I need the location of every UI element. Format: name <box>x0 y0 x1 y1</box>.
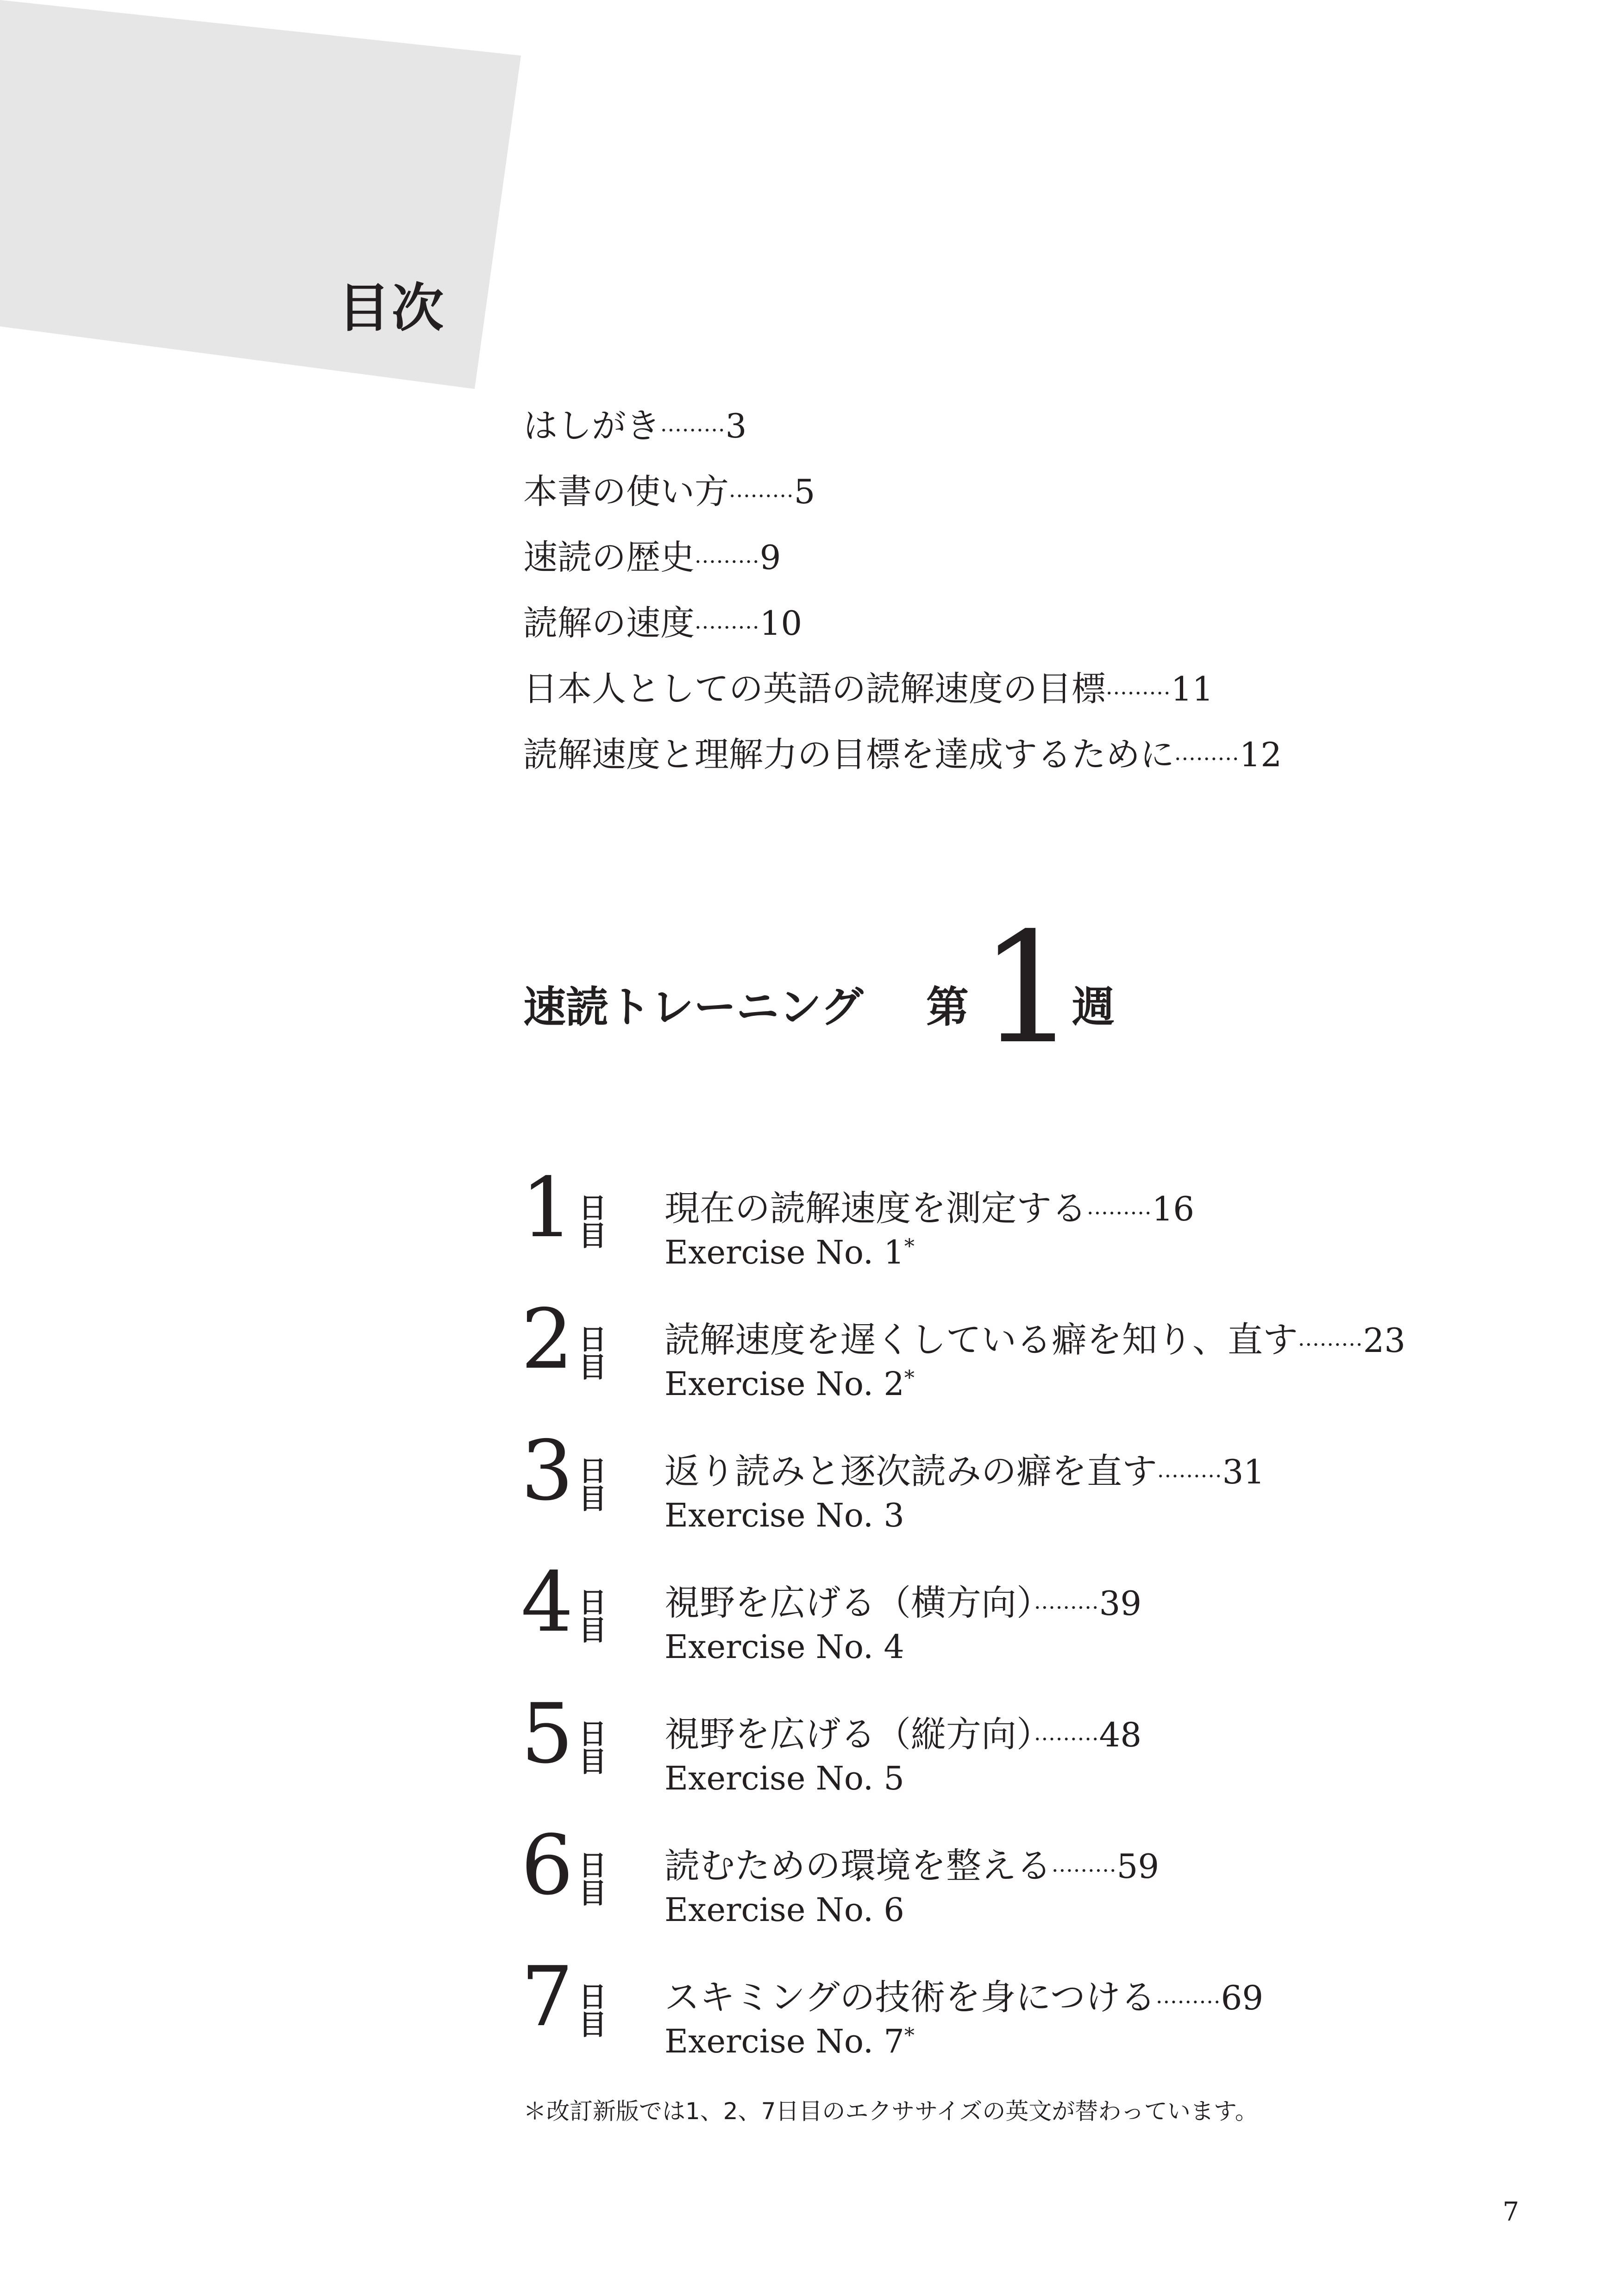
day-title: 現在の読解速度を測定する <box>664 1188 1087 1229</box>
revision-mark: * <box>904 1366 915 1390</box>
toc-leader: ········· <box>1106 681 1171 706</box>
exercise-line <box>664 1496 904 1534</box>
toc-leader: ········· <box>1157 1464 1222 1489</box>
intro-toc-list <box>523 403 1282 797</box>
revision-mark: * <box>904 2024 915 2047</box>
toc-page-number: 3 <box>725 407 747 445</box>
exercise-line <box>664 1891 904 1929</box>
day-title: 視野を広げる（縦方向） <box>664 1714 1034 1755</box>
day-number: 4 <box>521 1554 574 1650</box>
toc-leader: ········· <box>1034 1727 1099 1752</box>
exercise-line <box>664 1233 915 1271</box>
toc-page-number: 10 <box>759 604 802 643</box>
page-title: 目次 <box>338 278 445 338</box>
toc-page-number: 69 <box>1221 1978 1264 2017</box>
toc-page-number: 16 <box>1152 1189 1195 1228</box>
day-title: スキミングの技術を身につける <box>664 1977 1156 2018</box>
day-number: 3 <box>521 1423 574 1519</box>
exercise-line <box>664 1759 904 1797</box>
day-title: 返り読みと逐次読みの癖を直す <box>664 1451 1157 1492</box>
toc-entry[interactable] <box>523 732 1282 797</box>
exercise-label: Exercise No. 3 <box>664 1496 904 1534</box>
exercise-label: Exercise No. 1 <box>664 1233 904 1271</box>
page-number: 7 <box>1503 2197 1519 2227</box>
toc-leader: ········· <box>1034 1595 1099 1620</box>
day-label: 日目 <box>579 1192 607 1252</box>
exercise-label: Exercise No. 5 <box>664 1759 904 1797</box>
day-title-line <box>664 1317 1405 1368</box>
day-label: 日目 <box>579 1324 607 1384</box>
toc-page-number: 59 <box>1116 1847 1159 1886</box>
day-title-line <box>664 1185 1194 1236</box>
toc-page-number: 5 <box>794 472 815 511</box>
toc-page-number: 11 <box>1171 669 1214 708</box>
toc-entry[interactable] <box>523 600 1282 666</box>
day-title: 読解速度を遅くしている癖を知り、直す <box>664 1319 1298 1360</box>
toc-leader: ········· <box>1174 746 1240 771</box>
day-number: 6 <box>521 1817 574 1913</box>
day-title-line <box>664 1711 1141 1762</box>
exercise-label: Exercise No. 4 <box>664 1628 904 1666</box>
exercise-line <box>664 1365 915 1403</box>
toc-entry-title: 日本人としての英語の読解速度の目標 <box>523 669 1106 709</box>
toc-leader: ········· <box>1298 1332 1363 1357</box>
toc-entry-title: 速読の歴史 <box>523 538 695 577</box>
day-title-line <box>664 1580 1141 1631</box>
toc-page-number: 23 <box>1363 1321 1406 1360</box>
footnote: ＊改訂新版では1、2、7日目のエクササイズの英文が替わっています。 <box>523 2098 1258 2125</box>
toc-leader: ········· <box>695 549 760 574</box>
toc-leader: ········· <box>1087 1201 1152 1226</box>
day-number: 1 <box>521 1160 574 1256</box>
toc-page-number: 9 <box>759 538 781 577</box>
toc-entry-title: 読解の速度 <box>523 603 695 643</box>
toc-entry[interactable] <box>523 666 1282 732</box>
toc-leader: ········· <box>695 615 760 640</box>
day-label: 日目 <box>579 1981 607 2041</box>
toc-page-number: 39 <box>1099 1584 1142 1623</box>
exercise-line <box>664 1628 904 1666</box>
exercise-line <box>664 2022 915 2060</box>
week-number: 1 <box>979 900 1077 1077</box>
day-number: 2 <box>521 1291 574 1387</box>
day-label: 日目 <box>579 1455 607 1515</box>
toc-leader: ········· <box>1155 1989 1221 2014</box>
toc-entry[interactable] <box>523 403 1282 469</box>
toc-leader: ········· <box>1052 1858 1117 1883</box>
day-title-line <box>664 1843 1159 1894</box>
day-number: 5 <box>521 1686 574 1782</box>
day-title: 読むための環境を整える <box>664 1845 1052 1886</box>
toc-leader: ········· <box>660 418 726 443</box>
exercise-label: Exercise No. 6 <box>664 1891 904 1929</box>
week-suffix: 週 <box>1072 982 1115 1032</box>
exercise-label: Exercise No. 2 <box>664 1365 904 1403</box>
day-title: 視野を広げる（横方向） <box>664 1582 1034 1623</box>
toc-page-number: 48 <box>1099 1715 1142 1754</box>
toc-page-number: 31 <box>1222 1452 1265 1491</box>
toc-entry-title: はしがき <box>523 406 660 446</box>
day-label: 日目 <box>579 1718 607 1778</box>
toc-entry-title: 本書の使い方 <box>523 472 729 512</box>
day-number: 7 <box>521 1949 574 2045</box>
toc-entry[interactable] <box>523 534 1282 600</box>
week-prefix: 第 <box>926 982 969 1032</box>
revision-mark: * <box>904 1235 915 1258</box>
day-label: 日目 <box>579 1850 607 1910</box>
toc-entry[interactable] <box>523 469 1282 534</box>
exercise-label: Exercise No. 7 <box>664 2022 904 2060</box>
week-label: 速読トレーニング <box>523 982 864 1032</box>
day-label: 日目 <box>579 1587 607 1647</box>
toc-entry-title: 読解速度と理解力の目標を達成するために <box>523 735 1174 775</box>
toc-leader: ········· <box>729 483 794 508</box>
toc-page-number: 12 <box>1239 735 1282 774</box>
day-title-line <box>664 1974 1263 2025</box>
day-title-line <box>664 1448 1265 1499</box>
